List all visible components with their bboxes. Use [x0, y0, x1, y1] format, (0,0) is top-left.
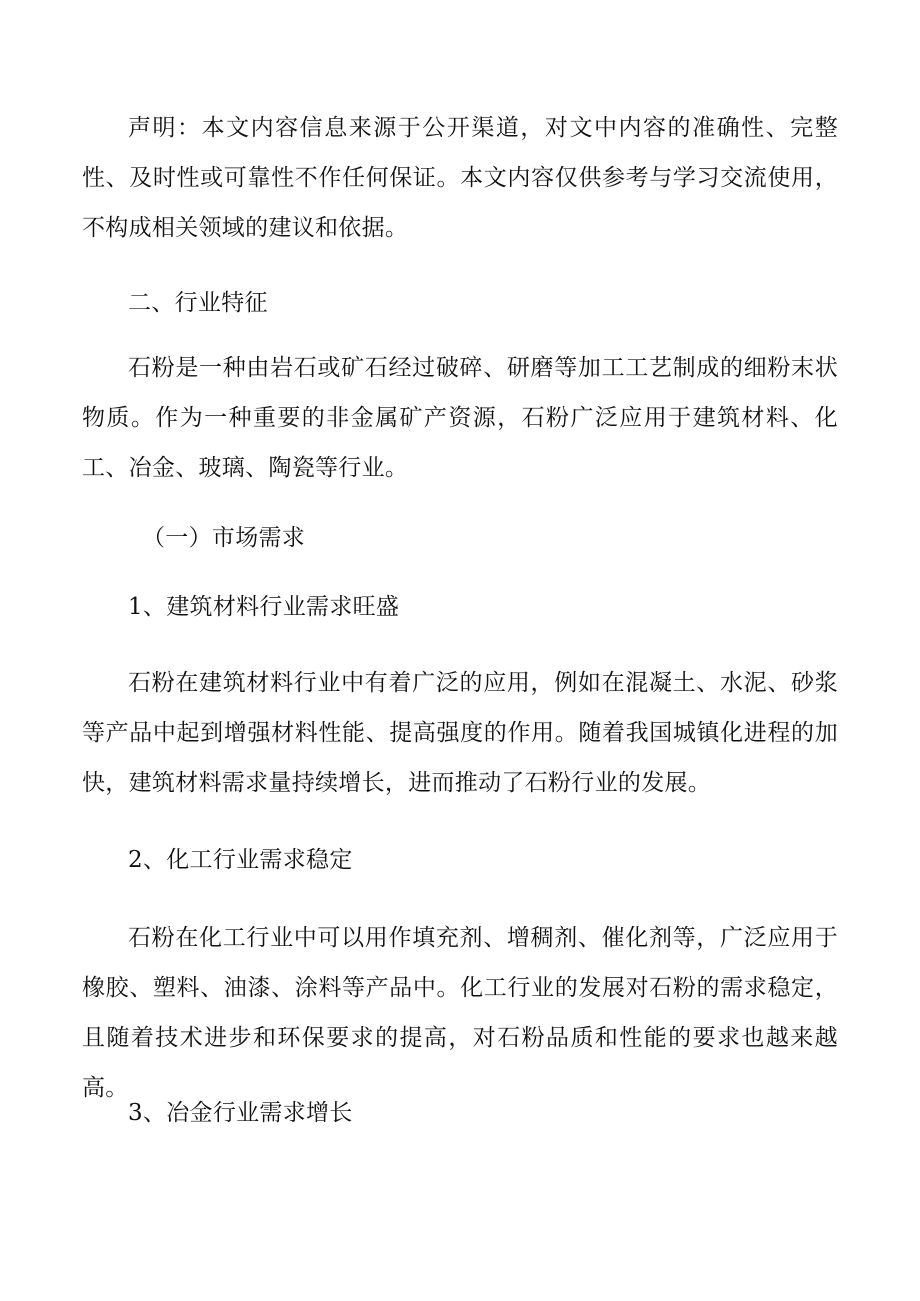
subsection-title: （一）市场需求 — [142, 525, 306, 551]
item1-title: 1、建筑材料行业需求旺盛 — [128, 594, 400, 620]
item2-title: 2、化工行业需求稳定 — [128, 847, 353, 873]
item3-title: 3、冶金行业需求增长 — [128, 1100, 353, 1126]
section-title: 二、行业特征 — [128, 290, 268, 316]
item2-paragraph: 石粉在化工行业中可以用作填充剂、增稠剂、催化剂等，广泛应用于橡胶、塑料、油漆、涂料等产品中。化工行业的发展对石粉的需求稳定，且随着技术进步和环保要求的提高，对石粉品质和性能的要求也越来越高。 — [82, 925, 838, 1101]
intro-paragraph: 石粉是一种由岩石或矿石经过破碎、研磨等加工工艺制成的细粉末状物质。作为一种重要的非金属矿产资源，石粉广泛应用于建筑材料、化工、冶金、玻璃、陶瓷等行业。 — [82, 355, 838, 481]
disclaimer-paragraph: 声明：本文内容信息来源于公开渠道，对文中内容的准确性、完整性、及时性或可靠性不作任何保证。本文内容仅供参考与学习交流使用，不构成相关领域的建议和依据。 — [82, 115, 838, 241]
item1-paragraph: 石粉在建筑材料行业中有着广泛的应用，例如在混凝土、水泥、砂浆等产品中起到增强材料性能、提高强度的作用。随着我国城镇化进程的加快，建筑材料需求量持续增长，进而推动了石粉行业的发展。 — [82, 670, 838, 796]
